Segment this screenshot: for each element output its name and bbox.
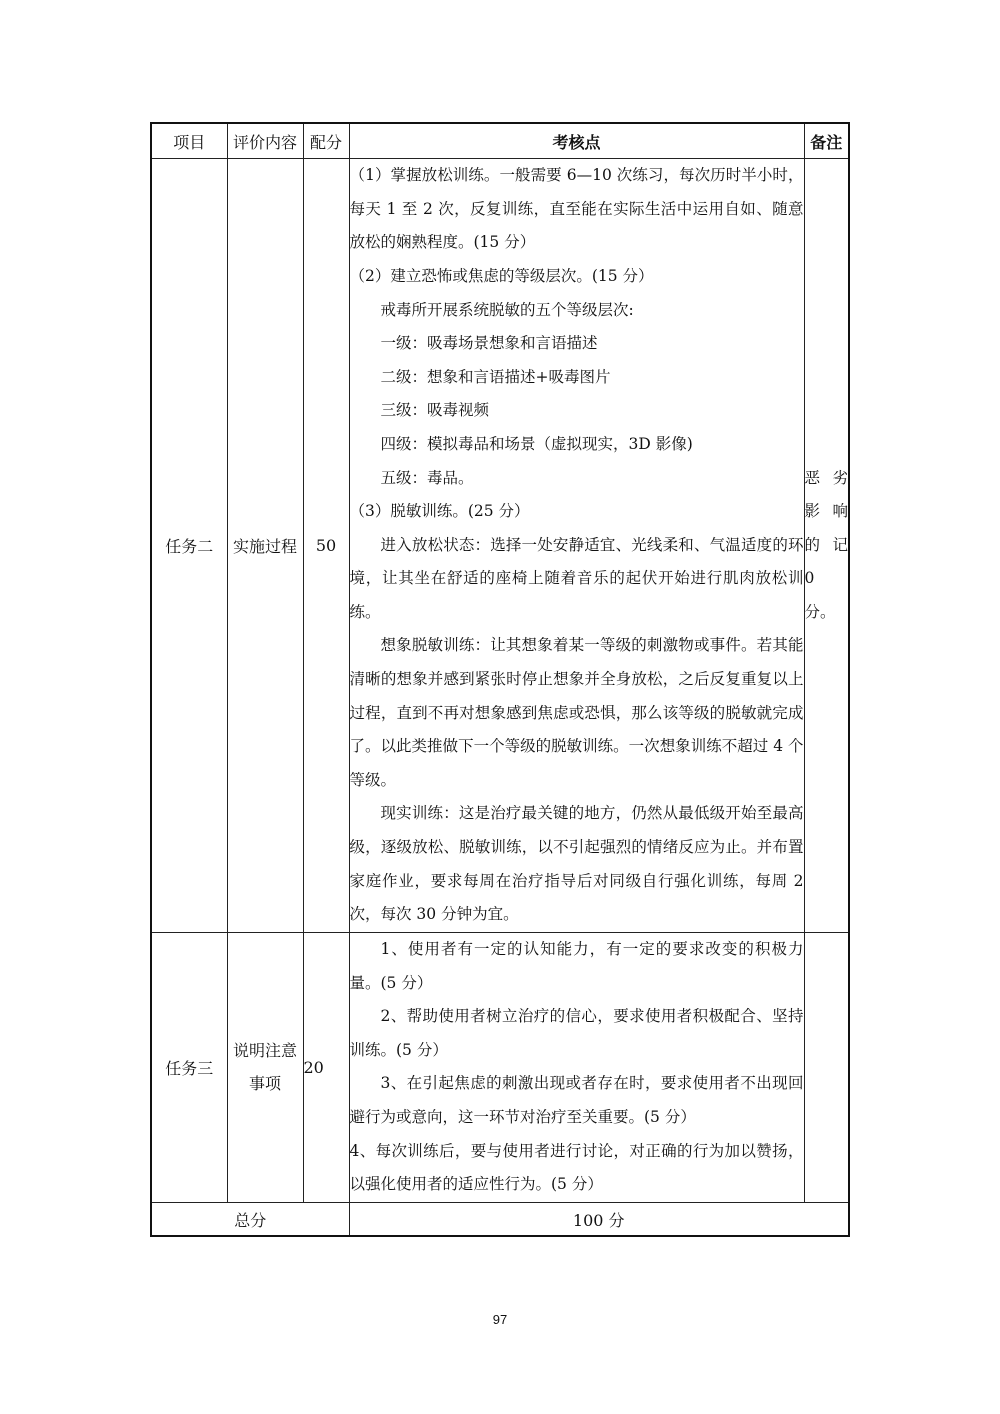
task3-row — [151, 933, 849, 1203]
task2-line-9: （3）脱敏训练。(25 分） — [349, 502, 530, 521]
task2-line-5: 二级：想象和言语描述+吸毒图片 — [380, 367, 611, 386]
task3-line-4: 4、每次训练后，要与使用者进行讨论，对正确的行为加以赞扬，以强化使用者的适应性行为。(5 分） — [349, 1141, 804, 1194]
total-row — [151, 1202, 849, 1236]
total-value: 100 分 — [349, 1202, 849, 1236]
task2-line-8: 五级：毒品。 — [380, 468, 474, 487]
task3-line-2: 2、帮助使用者树立治疗的信心，要求使用者积极配合、坚持训练。(5 分） — [349, 1007, 804, 1059]
task3-content: 说明注意事项 — [227, 933, 303, 1203]
task2-score: 50 — [303, 159, 349, 933]
header-content: 评价内容 — [227, 123, 303, 159]
task3-points — [349, 933, 804, 1203]
header-item: 项目 — [151, 123, 227, 159]
task3-item: 任务三 — [151, 933, 227, 1203]
page-number: 97 — [492, 1312, 508, 1327]
total-label: 总分 — [151, 1202, 349, 1236]
assessment-table — [150, 122, 850, 1237]
task2-line-3: 戒毒所开展系统脱敏的五个等级层次: — [380, 300, 634, 319]
header-points: 考核点 — [349, 123, 804, 159]
task2-points — [349, 159, 804, 933]
task2-row — [151, 159, 849, 933]
task2-line-2: （2）建立恐怖或焦虑的等级层次。(15 分） — [349, 266, 654, 285]
task2-item: 任务二 — [151, 159, 227, 933]
header-remark: 备注 — [804, 123, 849, 159]
task3-line-3: 3、在引起焦虑的刺激出现或者存在时，要求使用者不出现回避行为或意向，这一环节对治疗至关重要。(5 分） — [349, 1074, 804, 1126]
task3-remark — [804, 933, 849, 1203]
task2-line-11: 想象脱敏训练：让其想象着某一等级的刺激物或事件。若其能清晰的想象并感到紧张时停止想象并全身放松，之后反复重复以上过程，直到不再对想象感到焦虑或恐惧，那么该等级的脱敏就完成了。以此类推做下一个等级的脱敏训练。一次想象训练不超过 4 个等级。 — [349, 636, 804, 789]
task2-line-10: 进入放松状态：选择一处安静适宜、光线柔和、气温适度的环境，让其坐在舒适的座椅上随着音乐的起伏开始进行肌肉放松训练。 — [349, 535, 804, 621]
task2-line-12: 现实训练：这是治疗最关键的地方，仍然从最低级开始至最高级，逐级放松、脱敏训练，以不引起强烈的情绪反应为止。并布置家庭作业，要求每周在治疗指导后对同级自行强化训练，每周 2 次，每次 30 分钟为宜。 — [349, 804, 804, 924]
task2-content: 实施过程 — [227, 159, 303, 933]
task2-line-6: 三级：吸毒视频 — [380, 401, 490, 420]
task2-line-4: 一级：吸毒场景想象和言语描述 — [380, 334, 598, 353]
header-score: 配分 — [303, 123, 349, 159]
task3-score: 20 — [303, 933, 349, 1203]
task2-line-7: 四级：模拟毒品和场景（虚拟现实，3D 影像) — [380, 434, 693, 453]
task2-remark: 恶 劣影 响的 记0 分。 — [804, 159, 849, 933]
task3-line-1: 1、使用者有一定的认知能力，有一定的要求改变的积极力量。(5 分） — [349, 940, 804, 992]
header-row — [151, 123, 849, 159]
task2-line-1: （1）掌握放松训练。一般需要 6—10 次练习，每次历时半小时，每天 1 至 2 次，反复训练，直至能在实际生活中运用自如、随意放松的娴熟程度。(15 分） — [349, 166, 804, 252]
